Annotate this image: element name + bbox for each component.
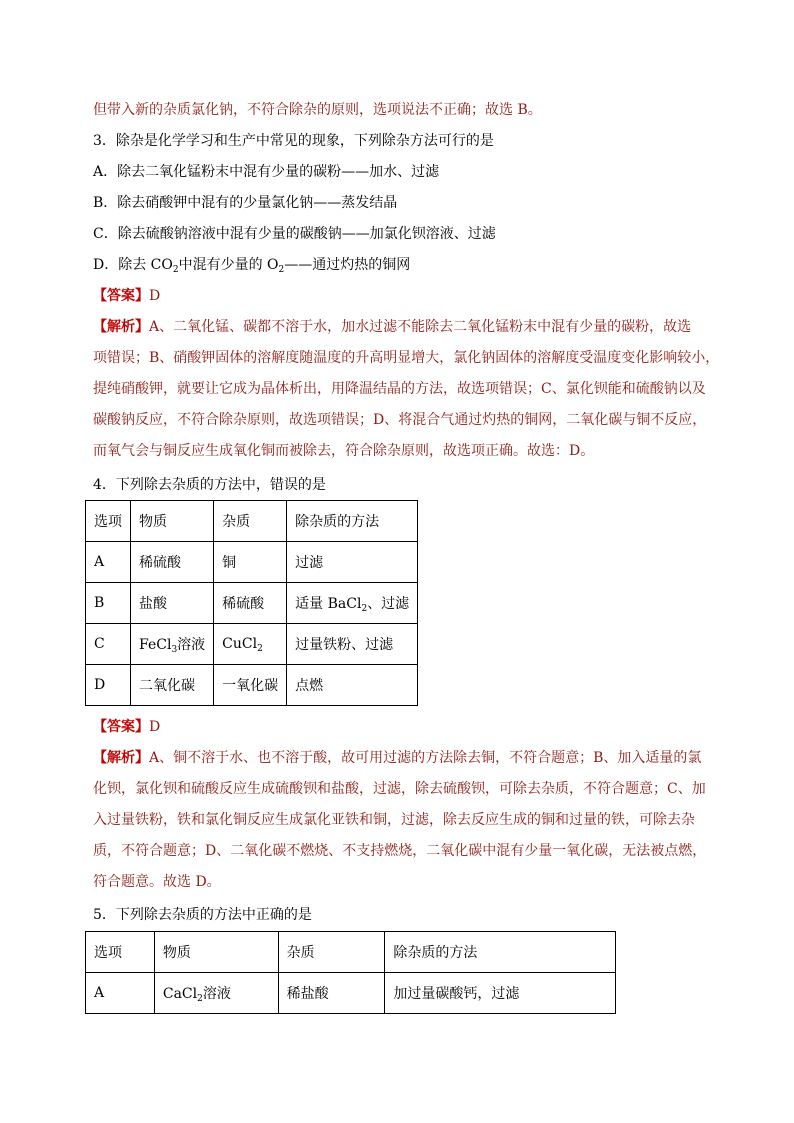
header-cell: 除杂质的方法	[385, 932, 616, 973]
table-cell: 点燃	[287, 665, 418, 706]
table-row	[86, 665, 418, 706]
table-cell: 过滤	[287, 542, 418, 583]
q2-analysis-tail: 但带入新的杂质氯化钠，不符合除杂的原则，选项说法不正确；故选 B。	[93, 102, 542, 118]
q4-table	[85, 500, 418, 706]
header-cell: 物质	[154, 932, 278, 973]
table-cell: D	[86, 665, 131, 706]
table-cell: 稀盐酸	[278, 973, 385, 1014]
q4-answer: 【答案】D	[93, 719, 161, 735]
table-row	[86, 583, 418, 624]
table-row	[86, 542, 418, 583]
q3-stem: 3．除杂是化学学习和生产中常见的现象，下列除杂方法可行的是	[93, 133, 494, 149]
table-cell: 二氧化碳	[131, 665, 214, 706]
q5-table	[85, 931, 616, 1014]
table-cell: 加过量碳酸钙，过滤	[385, 973, 616, 1014]
q4-stem: 4．下列除去杂质的方法中，错误的是	[93, 477, 326, 493]
table-header-row	[86, 501, 418, 542]
q3-option-c: C．除去硫酸钠溶液中混有少量的碳酸钠——加氯化钡溶液、过滤	[93, 226, 496, 242]
table-cell: 盐酸	[131, 583, 214, 624]
q3-answer: 【答案】D	[93, 288, 161, 304]
q3-analysis-line: 【解析】A、二氧化锰、碳都不溶于水，加水过滤不能除去二氧化锰粉末中混有少量的碳粉，故选	[93, 319, 692, 335]
q3-analysis-line: 碳酸钠反应，不符合除杂原则，故选项错误；D、将混合气通过灼热的铜网，二氧化碳与铜不反应，	[93, 412, 707, 428]
header-cell: 物质	[131, 501, 214, 542]
table-cell: 一氧化碳	[214, 665, 287, 706]
q3-option-b: B．除去硝酸钾中混有的少量氯化钠——蒸发结晶	[93, 195, 398, 211]
table-cell: CaCl$_2$溶液	[154, 973, 278, 1014]
q3-analysis-line: 提纯硝酸钾，就要让它成为晶体析出，用降温结晶的方法，故选项错误；C、氯化钡能和硫酸钠以及	[93, 381, 706, 397]
q3-option-a: A．除去二氧化锰粉末中混有少量的碳粉——加水、过滤	[93, 164, 440, 180]
table-header-row	[86, 932, 616, 973]
q3-analysis-line: 而氧气会与铜反应生成氧化铜而被除去，符合除杂原则，故选项正确。故选：D。	[93, 443, 595, 459]
q4-analysis-line: 入过量铁粉，铁和氯化铜反应生成氯化亚铁和铜，过滤，除去反应生成的铜和过量的铁，可除去杂	[93, 812, 695, 828]
q4-analysis-line: 【解析】A、铜不溶于水、也不溶于酸，故可用过滤的方法除去铜，不符合题意；B、加入适量的氯	[93, 750, 702, 766]
q3-analysis-line: 项错误；B、硝酸钾固体的溶解度随温度的升高明显增大，氯化钠固体的溶解度受温度变化影响较小，	[93, 350, 720, 366]
q3-option-d: D．除去 $CO_2$中混有少量的 $O_2——$通过灼热的铜网	[93, 257, 411, 275]
q4-analysis-line: 质，不符合题意；D、二氧化碳不燃烧、不支持燃烧，二氧化碳中混有少量一氧化碳，无法被点燃，	[93, 843, 707, 859]
header-cell: 杂质	[278, 932, 385, 973]
header-cell: 杂质	[214, 501, 287, 542]
table-cell: B	[86, 583, 131, 624]
table-cell: 铜	[214, 542, 287, 583]
table-cell: CuCl$_2$	[214, 624, 287, 665]
header-cell: 选项	[86, 932, 155, 973]
q4-analysis-line: 化钡，氯化钡和硫酸反应生成硫酸钡和盐酸，过滤，除去硫酸钡，可除去杂质，不符合题意；C、加	[93, 781, 706, 797]
q5-stem: 5．下列除去杂质的方法中正确的是	[93, 907, 312, 923]
table-cell: 过量铁粉、过滤	[287, 624, 418, 665]
table-row	[86, 624, 418, 665]
table-cell: A	[86, 542, 131, 583]
table-cell: 稀硫酸	[214, 583, 287, 624]
table-cell: 稀硫酸	[131, 542, 214, 583]
table-cell: FeCl$_3$溶液	[131, 624, 214, 665]
table-cell: 适量 BaCl$_2$、过滤	[287, 583, 418, 624]
table-cell: C	[86, 624, 131, 665]
table-row	[86, 973, 616, 1014]
q4-analysis-line: 符合题意。故选 D。	[93, 874, 221, 890]
table-cell: A	[86, 973, 155, 1014]
header-cell: 除杂质的方法	[287, 501, 418, 542]
header-cell: 选项	[86, 501, 131, 542]
